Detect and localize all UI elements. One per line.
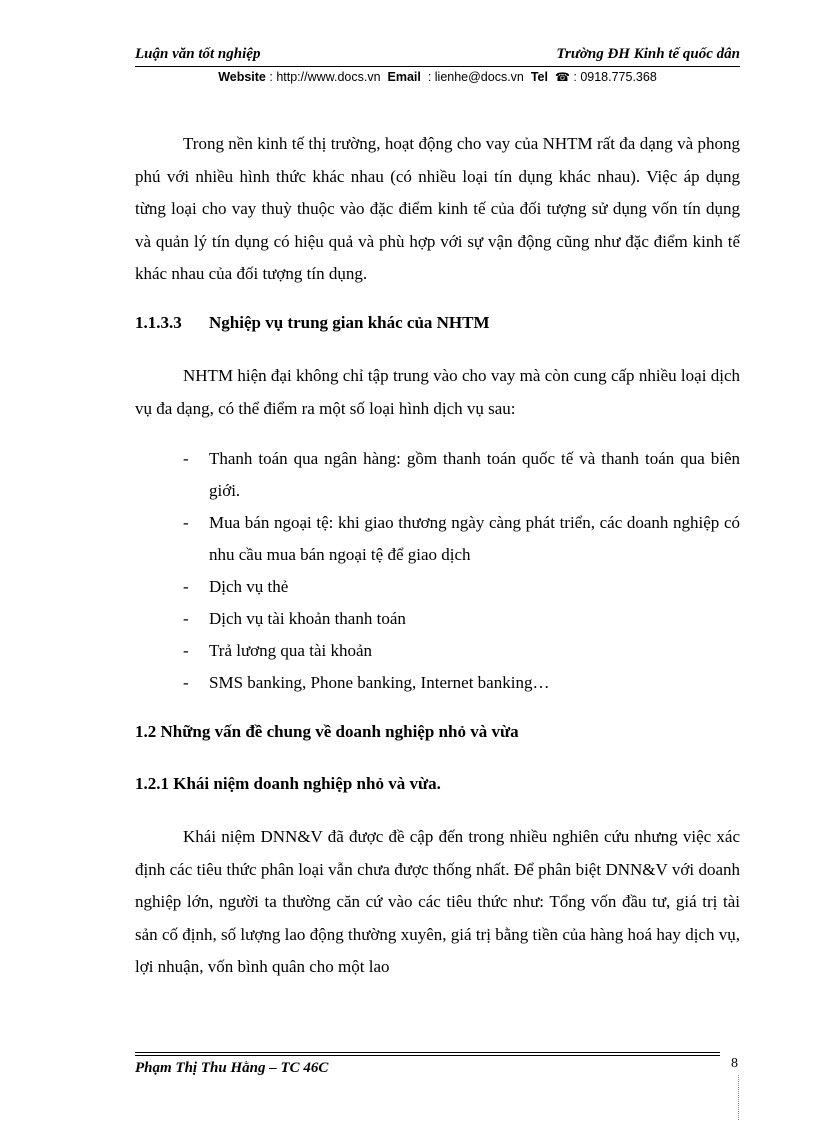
email-value: : lienhe@docs.vn: [427, 70, 524, 84]
phone-icon: ☎: [554, 70, 570, 84]
section-heading-1-2-1: 1.2.1 Khái niệm doanh nghiệp nhỏ và vừa.: [135, 774, 441, 793]
header-thesis-title: Luận văn tốt nghiệp: [135, 46, 261, 62]
contact-line: [135, 70, 740, 84]
list-item-text: SMS banking, Phone banking, Internet banking…: [209, 673, 550, 692]
tel-label: Tel: [530, 70, 548, 84]
list-item: [183, 443, 740, 507]
email-label: Email: [387, 70, 421, 84]
list-item-text: Dịch vụ thẻ: [209, 577, 289, 596]
footer-rule-top: [135, 1052, 720, 1053]
footer-author: Phạm Thị Thu Hằng – TC 46C: [135, 1060, 329, 1076]
bullet-dash: -: [183, 513, 189, 532]
bullet-dash: -: [183, 577, 189, 596]
services-list: [183, 443, 740, 699]
tel-value: : 0918.775.368: [573, 70, 657, 84]
running-header: [135, 46, 740, 66]
list-item-text: Mua bán ngoại tệ: khi giao thương ngày càng phát triển, các doanh nghiệp có nhu cầu mua bán ngoại tệ để giao dịch: [209, 513, 740, 564]
bullet-dash: -: [183, 449, 189, 468]
heading-number: 1.1.3.3: [135, 313, 182, 332]
footer-rule-bottom: [135, 1055, 720, 1056]
paragraph-services-intro: NHTM hiện đại không chỉ tập trung vào cho vay mà còn cung cấp nhiều loại dịch vụ đa dạng, có thể điểm ra một số loại hình dịch vụ sau:: [135, 366, 740, 418]
bullet-dash: -: [183, 641, 189, 660]
header-university: Trường ĐH Kinh tế quốc dân: [556, 46, 740, 62]
bullet-dash: -: [183, 609, 189, 628]
list-item-text: Thanh toán qua ngân hàng: gồm thanh toán quốc tế và thanh toán qua biên giới.: [209, 449, 740, 500]
website-label: Website: [218, 70, 266, 84]
section-heading-1-1-3-3: [135, 313, 490, 333]
page-number: 8: [731, 1056, 738, 1071]
section-heading-1-2: 1.2 Những vấn đề chung về doanh nghiệp nhỏ và vừa: [135, 722, 519, 741]
list-item: [183, 571, 740, 603]
list-item: [183, 635, 740, 667]
list-item: [183, 507, 740, 571]
list-item: [183, 667, 740, 699]
heading-text: Nghiệp vụ trung gian khác của NHTM: [209, 313, 490, 332]
list-item-text: Dịch vụ tài khoản thanh toán: [209, 609, 406, 628]
paragraph-loan-diversity: Trong nền kinh tế thị trường, hoạt động cho vay của NHTM rất đa dạng và phong phú với nhiều hình thức khác nhau (có nhiều loại tín dụng khác nhau). Việc áp dụng từng loại cho vay thuỳ thuộc vào đặc điểm kinh tế của đối tượng sử dụng vốn tín dụng và quản lý tín dụng có hiệu quả và phù hợp với sự vận động cũng như đặc điểm kinh tế khác nhau của đối tượng tín dụng.: [135, 134, 740, 283]
list-item: [183, 603, 740, 635]
list-item-text: Trả lương qua tài khoản: [209, 641, 373, 660]
paragraph-sme-concept: Khái niệm DNN&V đã được đề cập đến trong nhiều nghiên cứu nhưng việc xác định các tiêu thức phân loại vẫn chưa được thống nhất. Để phân biệt DNN&V với doanh nghiệp lớn, người ta thường căn cứ vào các tiêu thức như: Tổng vốn đầu tư, giá trị tài sản cố định, số lượng lao động thường xuyên, giá trị bằng tiền của hàng hoá hay dịch vụ, lợi nhuận, vốn bình quân cho một lao: [135, 827, 740, 976]
header-rule: [135, 66, 740, 67]
bullet-dash: -: [183, 673, 189, 692]
website-value: : http://www.docs.vn: [269, 70, 381, 84]
margin-guide: [738, 1075, 739, 1120]
